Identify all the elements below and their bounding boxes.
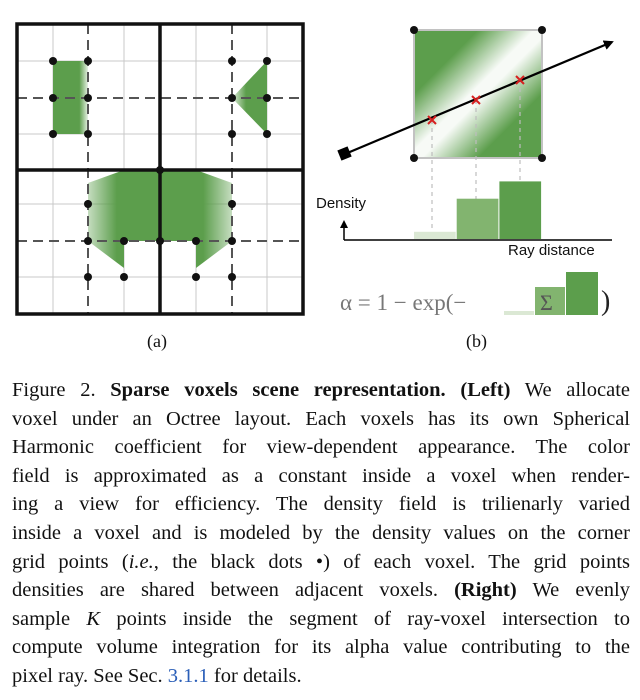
panel-b-ray — [316, 26, 612, 317]
eq-bar-light — [504, 311, 534, 315]
caption-line: densities are shared between adjacent voxels. (Right) We evenly — [12, 579, 630, 602]
voxel-box — [414, 30, 542, 158]
density-bar — [414, 232, 456, 239]
caption-line: inside a voxel and is modeled by the density values on the corner — [12, 521, 630, 544]
caption-line: sample K points inside the segment of ray-voxel intersection to — [12, 607, 630, 630]
caption-line: pixel ray. See Sec. 3.1.1 for details. — [12, 664, 302, 687]
caption-line: Figure 2. Sparse voxels scene representation. (Left) We allocate — [12, 379, 630, 401]
panel-b-label: (b) — [466, 331, 487, 351]
density-bar — [499, 181, 541, 239]
eq-sigma: Σ — [540, 290, 553, 315]
ray-distance-label: Ray distance — [508, 242, 595, 259]
figure-caption — [12, 376, 630, 691]
density-bars — [414, 181, 541, 239]
eq-close-paren: ) — [601, 286, 611, 317]
density-label: Density — [316, 195, 367, 212]
caption-line: Harmonic coefficient for view-dependent appearance. The color — [12, 436, 630, 459]
caption-line: compute volume integration for its alpha value contributing to the — [12, 636, 630, 659]
panel-a-octree — [17, 24, 303, 314]
eq-bar-dark — [566, 272, 598, 315]
caption-line: grid points (i.e., the black dots •) of each voxel. The grid points — [12, 550, 630, 573]
section-link[interactable]: 3.1.1 — [167, 664, 209, 687]
panel-a-label: (a) — [147, 331, 167, 351]
ray-origin-icon — [337, 146, 351, 160]
caption-line: ing a view for efficiency. The density field is trilienarly varied — [12, 493, 630, 516]
density-bar — [457, 199, 499, 239]
caption-line: voxel under an Octree layout. Each voxels has its own Spherical — [12, 407, 630, 430]
caption-line: field is approximated as a constant inside a voxel when render- — [12, 464, 630, 487]
alpha-equation: α = 1 − exp(− — [340, 290, 467, 315]
